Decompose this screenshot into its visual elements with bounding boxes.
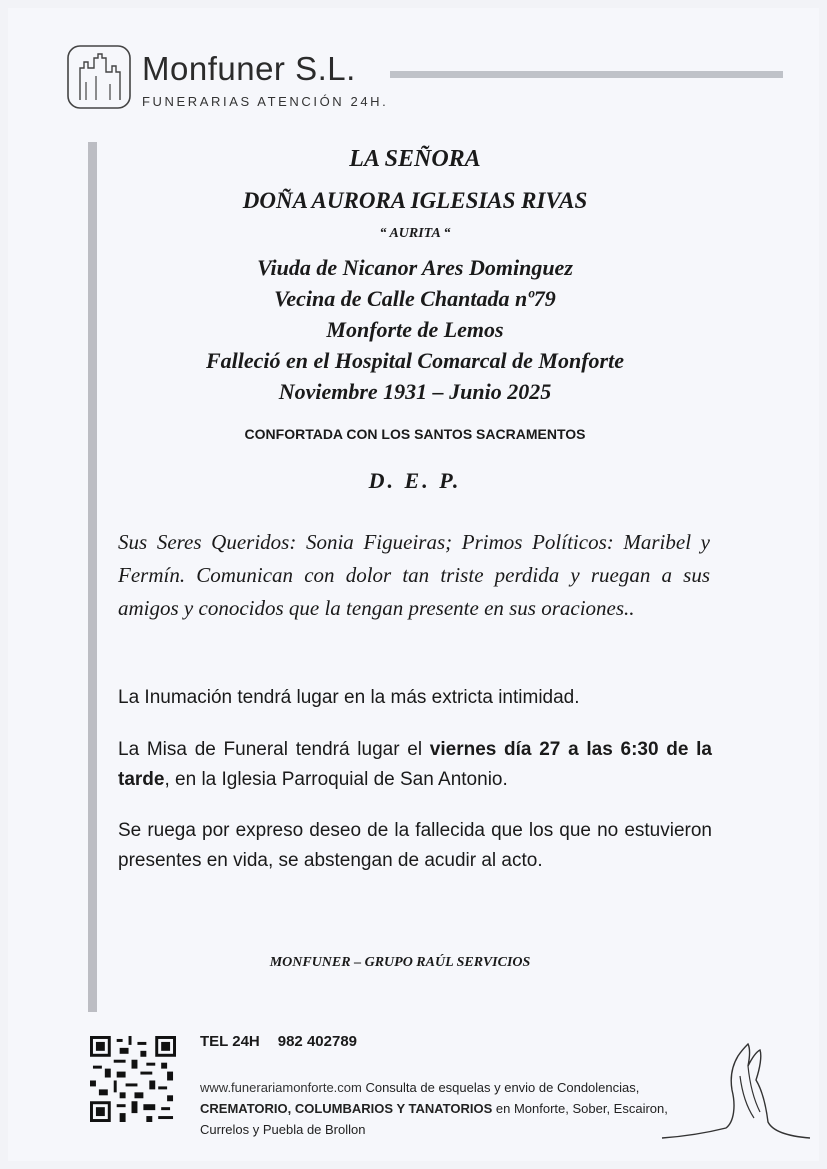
mass-prefix: La Misa de Funeral tendrá lugar el <box>118 739 430 760</box>
obituary-title: LA SEÑORA <box>349 146 481 172</box>
contact-text-1: Consulta de esquelas y envio de Condolencias, <box>361 1080 640 1095</box>
qr-code-icon[interactable] <box>90 1036 176 1122</box>
signature-line: MONFUNER – GRUPO RAÚL SERVICIOS <box>269 955 531 970</box>
phone-number[interactable]: 982 402789 <box>277 1033 357 1050</box>
deceased-name: DOÑA AURORA IGLESIAS RIVAS <box>242 188 588 213</box>
praying-hands-icon <box>660 1036 816 1144</box>
brand-tagline: FUNERARIAS ATENCIÓN 24H. <box>142 94 389 109</box>
family-paragraph: Sus Seres Queridos: Sonia Figueiras; Primos Políticos: Maribel y Fermín. Comunican con dolor tan triste perdida y ruegan a sus amigos y conocidos que la tengan presente en sus oraciones.. <box>118 530 710 620</box>
deceased-nickname: “ AURITA “ <box>379 226 451 241</box>
mass-datetime: viernes día 27 a las 6:30 de la tarde <box>118 739 713 790</box>
castle-logo-icon <box>66 44 132 110</box>
side-divider <box>88 142 97 1012</box>
death-place-line: Falleció en el Hospital Comarcal de Monforte <box>206 348 624 373</box>
sacraments-line: CONFORTADA CON LOS SANTOS SACRAMENTOS <box>244 426 586 442</box>
dates-line: Noviembre 1931 – Junio 2025 <box>278 379 552 404</box>
burial-paragraph: La Inumación tendrá lugar en la más extricta intimidad. <box>118 687 580 708</box>
contact-text-2: en Monforte, Sober, Escairon, Currelos y Puebla de Brollon <box>200 1101 668 1137</box>
mass-paragraph <box>118 735 712 795</box>
address-line: Vecina de Calle Chantada nº79 <box>274 286 556 311</box>
dep-line: D. E. P. <box>368 468 462 493</box>
website-link[interactable]: www.funerariamonforte.com <box>200 1080 362 1095</box>
request-paragraph: Se ruega por expreso deseo de la fallecida que los que no estuvieron presentes en vida, se abstengan de acudir al acto. <box>118 820 712 871</box>
brand-name: Monfuner S.L. <box>142 50 356 87</box>
contact-info <box>200 1077 670 1140</box>
obituary-details <box>110 252 720 407</box>
phone-line <box>200 1033 375 1050</box>
services-list: CREMATORIO, COLUMBARIOS Y TANATORIOS <box>200 1101 493 1116</box>
town-line: Monforte de Lemos <box>326 317 504 342</box>
phone-label: TEL 24H <box>200 1033 260 1050</box>
widow-line: Viuda de Nicanor Ares Dominguez <box>257 255 573 280</box>
mass-suffix: , en la Iglesia Parroquial de San Antonio. <box>164 769 508 790</box>
header-divider <box>390 71 783 78</box>
